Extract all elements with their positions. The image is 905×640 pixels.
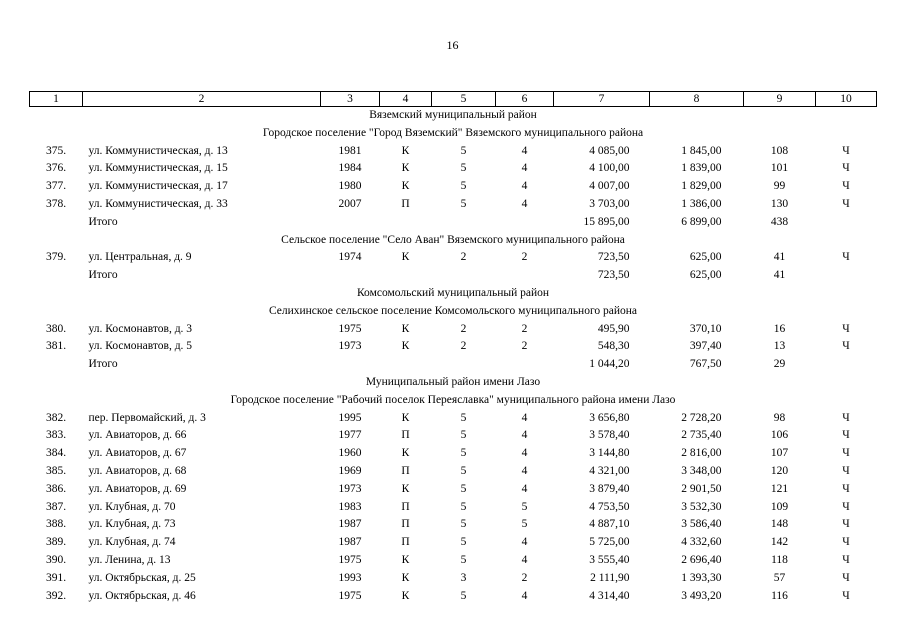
floors-cell: 5: [460, 553, 467, 566]
table-row: [30, 516, 877, 534]
floors-cell: 2: [460, 251, 467, 264]
table-body: [30, 107, 877, 606]
area-total-cell: 723,50: [597, 251, 630, 264]
area-total-cell: 3 656,80: [589, 411, 630, 424]
address-cell: ул. Центральная, д. 9: [88, 251, 192, 264]
mark-cell: Ч: [842, 162, 850, 175]
area-living-cell: 2 728,20: [681, 411, 722, 424]
empty-cell: [30, 214, 83, 232]
empty-cell: [380, 356, 432, 374]
area-living-cell: 370,10: [689, 322, 722, 335]
year-cell: 1960: [338, 447, 362, 460]
floors-cell: 5: [460, 589, 467, 602]
residents-cell: 116: [771, 589, 788, 602]
column-header: 1: [30, 92, 83, 107]
address-cell: ул. Космонавтов, д. 3: [88, 322, 193, 335]
area-living-cell: 3 586,40: [681, 518, 722, 531]
residents-cell: 99: [773, 180, 786, 193]
section-heading: Муниципальный район имени Лазо: [365, 375, 541, 388]
table-row: [30, 570, 877, 588]
entrances-cell: 4: [521, 162, 528, 175]
mark-cell: Ч: [842, 518, 850, 531]
year-cell: 1975: [338, 553, 362, 566]
material-cell: К: [401, 251, 410, 264]
floors-cell: 2: [460, 322, 467, 335]
area-total-cell: 4 007,00: [589, 180, 630, 193]
mark-cell: Ч: [842, 322, 850, 335]
section-heading: Селихинское сельское поселение Комсомольского муниципального района: [268, 304, 638, 317]
year-cell: 1983: [338, 500, 362, 513]
row-number: 378.: [45, 197, 67, 210]
residents-cell: 16: [773, 322, 786, 335]
material-cell: К: [401, 411, 410, 424]
area-living-cell: 2 735,40: [681, 429, 722, 442]
row-number: 377.: [45, 180, 67, 193]
floors-cell: 5: [460, 518, 467, 531]
area-total-cell: 4 314,40: [589, 589, 630, 602]
row-number: 382.: [45, 411, 67, 424]
entrances-cell: 4: [521, 553, 528, 566]
mark-cell: Ч: [842, 180, 850, 193]
column-header: 9: [744, 92, 816, 107]
address-cell: ул. Клубная, д. 74: [88, 536, 176, 549]
total-area-total: 723,50: [597, 269, 630, 282]
empty-cell: [432, 356, 496, 374]
residents-cell: 41: [773, 251, 786, 264]
row-number: 376.: [45, 162, 67, 175]
section-heading: Комсомольский муниципальный район: [356, 286, 550, 299]
material-cell: П: [401, 536, 410, 549]
housing-register-table: [29, 91, 877, 605]
entrances-cell: 4: [521, 482, 528, 495]
row-number: 384.: [45, 447, 67, 460]
area-total-cell: 5 725,00: [589, 536, 630, 549]
empty-cell: [321, 356, 380, 374]
entrances-cell: 2: [521, 571, 528, 584]
material-cell: К: [401, 144, 410, 157]
mark-cell: Ч: [842, 144, 850, 157]
empty-cell: [380, 214, 432, 232]
table-row: [30, 552, 877, 570]
total-label: Итого: [88, 358, 118, 371]
floors-cell: 5: [460, 429, 467, 442]
residents-cell: 130: [770, 197, 789, 210]
row-number: 390.: [45, 553, 67, 566]
empty-cell: [816, 267, 877, 285]
address-cell: ул. Октябрьская, д. 46: [88, 589, 196, 602]
address-cell: ул. Авиаторов, д. 68: [88, 464, 187, 477]
total-area-total: 1 044,20: [589, 358, 630, 371]
row-number: 381.: [45, 340, 67, 353]
empty-cell: [30, 267, 83, 285]
column-header: 7: [554, 92, 650, 107]
area-total-cell: 3 578,40: [589, 429, 630, 442]
table-row: [30, 427, 877, 445]
year-cell: 1975: [338, 589, 362, 602]
table-row: [30, 588, 877, 606]
row-number: 388.: [45, 518, 67, 531]
year-cell: 1981: [338, 144, 362, 157]
area-total-cell: 4 753,50: [589, 500, 630, 513]
empty-cell: [30, 356, 83, 374]
area-total-cell: 4 085,00: [589, 144, 630, 157]
page-number: 16: [446, 38, 459, 52]
residents-cell: 98: [773, 411, 786, 424]
floors-cell: 5: [460, 536, 467, 549]
material-cell: П: [401, 197, 410, 210]
entrances-cell: 4: [521, 589, 528, 602]
year-cell: 1987: [338, 518, 362, 531]
year-cell: 1974: [338, 251, 362, 264]
mark-cell: Ч: [842, 536, 850, 549]
entrances-cell: 2: [521, 251, 528, 264]
mark-cell: Ч: [842, 571, 850, 584]
empty-cell: [432, 267, 496, 285]
column-header: 10: [816, 92, 877, 107]
row-number: 385.: [45, 464, 67, 477]
entrances-cell: 5: [521, 518, 528, 531]
empty-cell: [432, 214, 496, 232]
material-cell: К: [401, 571, 410, 584]
year-cell: 2007: [338, 197, 362, 210]
year-cell: 1975: [338, 322, 362, 335]
area-total-cell: 4 887,10: [589, 518, 630, 531]
table-row: [30, 160, 877, 178]
address-cell: ул. Авиаторов, д. 67: [88, 447, 187, 460]
total-residents: 41: [773, 269, 786, 282]
area-living-cell: 3 348,00: [681, 464, 722, 477]
column-header: 5: [432, 92, 496, 107]
column-header: 4: [380, 92, 432, 107]
year-cell: 1973: [338, 340, 362, 353]
area-total-cell: 3 555,40: [589, 553, 630, 566]
area-living-cell: 1 829,00: [681, 180, 722, 193]
empty-cell: [380, 267, 432, 285]
table-row: [30, 463, 877, 481]
table-row: [30, 321, 877, 339]
material-cell: К: [401, 162, 410, 175]
floors-cell: 5: [460, 500, 467, 513]
section-heading-row: [30, 232, 877, 250]
area-total-cell: 3 703,00: [589, 197, 630, 210]
address-cell: ул. Клубная, д. 70: [88, 500, 176, 513]
entrances-cell: 4: [521, 447, 528, 460]
mark-cell: Ч: [842, 500, 850, 513]
residents-cell: 106: [770, 429, 789, 442]
section-heading-row: [30, 392, 877, 410]
entrances-cell: 4: [521, 197, 528, 210]
empty-cell: [321, 267, 380, 285]
floors-cell: 5: [460, 144, 467, 157]
section-heading: Городское поселение "Город Вяземский" Вяземского муниципального района: [262, 126, 644, 139]
section-heading-row: [30, 285, 877, 303]
floors-cell: 3: [460, 571, 467, 584]
section-heading: Вяземский муниципальный район: [369, 109, 537, 121]
row-number: 391.: [45, 571, 67, 584]
entrances-cell: 4: [521, 536, 528, 549]
address-cell: ул. Ленина, д. 13: [88, 553, 171, 566]
material-cell: П: [401, 429, 410, 442]
area-living-cell: 1 393,30: [681, 571, 722, 584]
table-row: [30, 178, 877, 196]
total-label: Итого: [88, 215, 118, 228]
section-heading-row: [30, 107, 877, 125]
mark-cell: Ч: [842, 429, 850, 442]
area-living-cell: 2 901,50: [681, 482, 722, 495]
row-number: 389.: [45, 536, 67, 549]
column-number-header: [30, 92, 877, 107]
year-cell: 1995: [338, 411, 362, 424]
section-heading-row: [30, 303, 877, 321]
residents-cell: 142: [770, 536, 789, 549]
material-cell: П: [401, 518, 410, 531]
mark-cell: Ч: [842, 553, 850, 566]
material-cell: К: [401, 340, 410, 353]
material-cell: К: [401, 180, 410, 193]
year-cell: 1973: [338, 482, 362, 495]
table-row: [30, 338, 877, 356]
empty-cell: [496, 356, 554, 374]
address-cell: ул. Коммунистическая, д. 13: [88, 144, 228, 157]
empty-cell: [496, 267, 554, 285]
residents-cell: 13: [773, 340, 786, 353]
mark-cell: Ч: [842, 197, 850, 210]
entrances-cell: 4: [521, 411, 528, 424]
residents-cell: 148: [770, 518, 789, 531]
floors-cell: 5: [460, 197, 467, 210]
entrances-cell: 4: [521, 429, 528, 442]
row-number: 392.: [45, 589, 67, 602]
section-heading: Городское поселение "Рабочий поселок Переяславка" муниципального района имени Лазо: [230, 393, 676, 406]
table-row: [30, 499, 877, 517]
material-cell: К: [401, 322, 410, 335]
mark-cell: Ч: [842, 464, 850, 477]
total-area-living: 6 899,00: [681, 215, 722, 228]
material-cell: П: [401, 464, 410, 477]
floors-cell: 5: [460, 447, 467, 460]
entrances-cell: 4: [521, 144, 528, 157]
year-cell: 1993: [338, 571, 362, 584]
column-header: 2: [83, 92, 321, 107]
year-cell: 1984: [338, 162, 362, 175]
floors-cell: 5: [460, 464, 467, 477]
total-area-living: 625,00: [689, 269, 722, 282]
section-heading: Сельское поселение "Село Аван" Вяземского муниципального района: [281, 233, 625, 246]
empty-cell: [321, 214, 380, 232]
column-header: 6: [496, 92, 554, 107]
area-living-cell: 3 532,30: [681, 500, 722, 513]
area-total-cell: 495,90: [597, 322, 630, 335]
address-cell: ул. Коммунистическая, д. 17: [88, 180, 228, 193]
address-cell: ул. Космонавтов, д. 5: [88, 340, 193, 353]
floors-cell: 5: [460, 180, 467, 193]
total-area-total: 15 895,00: [583, 215, 630, 228]
row-number: 379.: [45, 251, 67, 264]
empty-cell: [496, 214, 554, 232]
area-total-cell: 4 321,00: [589, 464, 630, 477]
total-area-living: 767,50: [689, 358, 722, 371]
row-number: 387.: [45, 500, 67, 513]
total-label: Итого: [88, 269, 118, 282]
floors-cell: 5: [460, 411, 467, 424]
total-row: [30, 267, 877, 285]
address-cell: ул. Авиаторов, д. 69: [88, 482, 187, 495]
floors-cell: 5: [460, 482, 467, 495]
table-row: [30, 534, 877, 552]
row-number: 380.: [45, 322, 67, 335]
total-row: [30, 356, 877, 374]
residents-cell: 118: [771, 553, 788, 566]
area-total-cell: 3 879,40: [589, 482, 630, 495]
residents-cell: 101: [770, 162, 789, 175]
area-living-cell: 2 816,00: [681, 447, 722, 460]
mark-cell: Ч: [842, 411, 850, 424]
material-cell: К: [401, 447, 410, 460]
section-heading-row: [30, 125, 877, 143]
year-cell: 1980: [338, 180, 362, 193]
area-living-cell: 1 845,00: [681, 144, 722, 157]
material-cell: К: [401, 553, 410, 566]
area-living-cell: 3 493,20: [681, 589, 722, 602]
address-cell: ул. Авиаторов, д. 66: [88, 429, 187, 442]
entrances-cell: 2: [521, 322, 528, 335]
entrances-cell: 2: [521, 340, 528, 353]
column-header: 8: [650, 92, 744, 107]
table-row: [30, 249, 877, 267]
material-cell: К: [401, 589, 410, 602]
row-number: 375.: [45, 144, 67, 157]
residents-cell: 109: [770, 500, 789, 513]
mark-cell: Ч: [842, 251, 850, 264]
address-cell: ул. Октябрьская, д. 25: [88, 571, 196, 584]
area-total-cell: 2 111,90: [590, 571, 630, 584]
mark-cell: Ч: [842, 589, 850, 602]
mark-cell: Ч: [842, 447, 850, 460]
residents-cell: 120: [770, 464, 789, 477]
table-row: [30, 445, 877, 463]
empty-cell: [816, 356, 877, 374]
table-row: [30, 410, 877, 428]
entrances-cell: 5: [521, 500, 528, 513]
table-row: [30, 481, 877, 499]
area-total-cell: 4 100,00: [589, 162, 630, 175]
address-cell: пер. Первомайский, д. 3: [88, 411, 206, 424]
address-cell: ул. Клубная, д. 73: [88, 518, 176, 531]
mark-cell: Ч: [842, 340, 850, 353]
empty-cell: [816, 214, 877, 232]
area-total-cell: 3 144,80: [589, 447, 630, 460]
mark-cell: Ч: [842, 482, 850, 495]
year-cell: 1969: [338, 464, 362, 477]
year-cell: 1977: [338, 429, 362, 442]
floors-cell: 5: [460, 162, 467, 175]
material-cell: К: [401, 482, 410, 495]
total-residents: 438: [770, 215, 789, 228]
address-cell: ул. Коммунистическая, д. 33: [88, 197, 228, 210]
material-cell: П: [401, 500, 410, 513]
area-living-cell: 1 386,00: [681, 197, 722, 210]
area-living-cell: 4 332,60: [681, 536, 722, 549]
floors-cell: 2: [460, 340, 467, 353]
area-living-cell: 2 696,40: [681, 553, 722, 566]
residents-cell: 121: [770, 482, 789, 495]
section-heading-row: [30, 374, 877, 392]
area-total-cell: 548,30: [597, 340, 630, 353]
column-header: 3: [321, 92, 380, 107]
area-living-cell: 625,00: [689, 251, 722, 264]
area-living-cell: 1 839,00: [681, 162, 722, 175]
table-row: [30, 143, 877, 161]
total-residents: 29: [773, 358, 786, 371]
row-number: 386.: [45, 482, 67, 495]
total-row: [30, 214, 877, 232]
entrances-cell: 4: [521, 464, 528, 477]
residents-cell: 108: [770, 144, 789, 157]
area-living-cell: 397,40: [689, 340, 722, 353]
address-cell: ул. Коммунистическая, д. 15: [88, 162, 228, 175]
table-row: [30, 196, 877, 214]
year-cell: 1987: [338, 536, 362, 549]
row-number: 383.: [45, 429, 67, 442]
residents-cell: 107: [770, 447, 789, 460]
entrances-cell: 4: [521, 180, 528, 193]
residents-cell: 57: [773, 571, 786, 584]
